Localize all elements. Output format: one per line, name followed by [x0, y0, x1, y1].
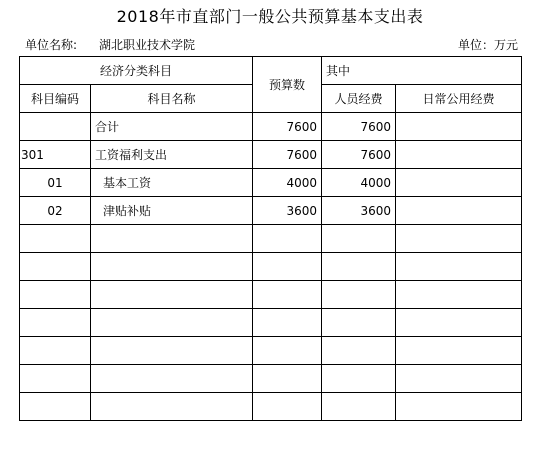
cell-name: 工资福利支出 — [91, 141, 253, 169]
cell-name: 津贴补贴 — [91, 197, 253, 225]
table-row — [20, 197, 522, 225]
cell-code: 01 — [20, 169, 91, 197]
cell-name: 基本工资 — [91, 169, 253, 197]
header-of-which: 其中 — [322, 57, 522, 85]
cell-personnel: 3600 — [322, 197, 396, 225]
unit-info — [25, 36, 195, 53]
table-row — [20, 141, 522, 169]
cell-budget: 7600 — [253, 141, 322, 169]
empty-row — [20, 337, 522, 365]
header-personnel: 人员经费 — [322, 85, 396, 113]
empty-row — [20, 309, 522, 337]
cell-public — [396, 169, 522, 197]
empty-row — [20, 225, 522, 253]
cell-public — [396, 113, 522, 141]
cell-code: 301 — [20, 141, 91, 169]
cell-code — [20, 113, 91, 141]
header-name: 科目名称 — [91, 85, 253, 113]
header-budget: 预算数 — [253, 57, 322, 113]
cell-public — [396, 141, 522, 169]
header-code: 科目编码 — [20, 85, 91, 113]
cell-name: 合计 — [91, 113, 253, 141]
cell-budget: 3600 — [253, 197, 322, 225]
cell-budget: 4000 — [253, 169, 322, 197]
unit-label: 单位名称: — [25, 38, 78, 52]
cell-public — [396, 197, 522, 225]
table-row — [20, 113, 522, 141]
empty-row — [20, 253, 522, 281]
empty-row — [20, 393, 522, 421]
cell-budget: 7600 — [253, 113, 322, 141]
cell-personnel: 7600 — [322, 113, 396, 141]
table-row — [20, 169, 522, 197]
cell-code: 02 — [20, 197, 91, 225]
cell-personnel: 7600 — [322, 141, 396, 169]
unit-name: 湖北职业技术学院 — [99, 38, 196, 52]
money-unit: 单位：万元 — [457, 38, 518, 52]
empty-row — [20, 365, 522, 393]
page-title: 2018年市直部门一般公共预算基本支出表 — [116, 7, 424, 26]
cell-personnel: 4000 — [322, 169, 396, 197]
empty-row — [20, 281, 522, 309]
budget-table — [19, 56, 522, 421]
header-public: 日常公用经费 — [396, 85, 522, 113]
header-row-1 — [20, 57, 522, 85]
header-econ-class: 经济分类科目 — [20, 57, 253, 85]
